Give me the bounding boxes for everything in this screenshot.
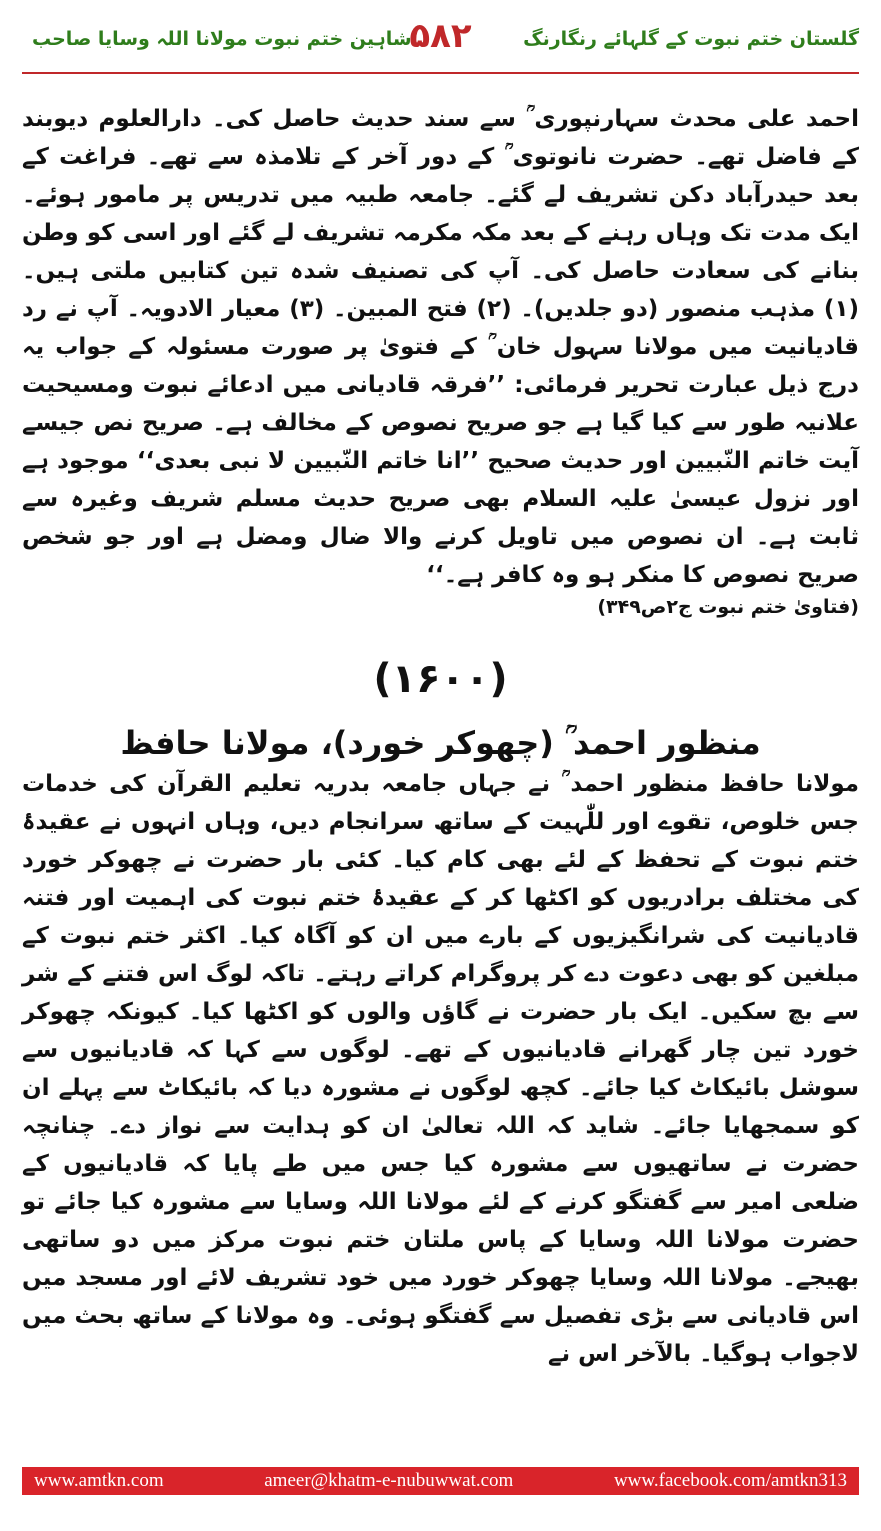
page-body xyxy=(22,100,859,1373)
book-title: گلستان ختم نبوت کے گلہائے رنگارنگ xyxy=(523,28,859,50)
biography-paragraph: مولانا حافظ منظور احمد ؒ نے جہاں جامعہ بدریہ تعلیم القرآن کی خدمات جس خلوص، تقوے اور للّٰہیت کے ساتھ سرانجام دیں، وہاں انہوں نے عقیدۂ ختم نبوت کے تحفظ کے لئے بھی کام کیا۔ کئی بار حضرت نے چھوکر خورد کی مختلف برادریوں کو اکٹھا کر کے عقیدۂ ختم نبوت کی اہمیت اور فتنہ قادیانیت کی شرانگیزیوں کے بارے میں ان کو آگاہ کیا۔ اکثر ختم نبوت کے مبلغین کو بھی دعوت دے کر پروگرام کراتے رہتے۔ تاکہ لوگ اس فتنے کے شر سے بچ سکیں۔ ایک بار حضرت نے گاؤں والوں کو اکٹھا کیا۔ کیونکہ چھوکر خورد تین چار گھرانے قادیانیوں کے تھے۔ لوگوں سے کہا کہ قادیانیوں سے سوشل بائیکاٹ کیا جائے۔ کچھ لوگوں نے مشورہ دیا کہ بائیکاٹ سے پہلے ان کو سمجھایا جائے۔ شاید کہ اللہ تعالیٰ ان کو ہدایت سے نواز دے۔ چنانچہ حضرت نے ساتھیوں سے مشورہ کیا جس میں طے پایا کہ قادیانیوں کے ضلعی امیر سے گفتگو کرنے کے لئے مولانا اللہ وسایا سے مشورہ کیا جائے تو حضرت مولانا اللہ وسایا کے پاس ملتان ختم نبوت مرکز میں دو ساتھی بھیجے۔ مولانا اللہ وسایا چھوکر خورد میں خود تشریف لائے اور مسجد میں اس قادیانی سے بڑی تفصیل سے گفتگو ہوئی۔ وہ مولانا کے ساتھ بحث میں لاجواب ہوگیا۔ بالآخر اس نے xyxy=(22,771,859,1367)
fatwa-quote: ’’فرقہ قادیانی میں ادعائے نبوت ومسیحیت علانیہ طور سے کیا گیا ہے جو صریح نصوص کے مخالف ہے۔ صریح نص جیسے آیت خاتم النّبیین اور حدیث صحیح ’’انا خاتم النّبیین لا نبی بعدی‘‘ موجود ہے اور نزول عیسیٰ علیہ السلام بھی صریح حدیث مسلم شریف وغیرہ سے ثابت ہے۔ ان نصوص میں تاویل کرنے والا ضال ومضل ہے اور جو شخص صریح نصوص کا منکر ہو وہ کافر ہے۔‘‘ xyxy=(22,372,859,588)
quote-reference: (فتاویٰ ختم نبوت ج۲ص۳۴۹) xyxy=(597,596,859,618)
website-link[interactable]: www.amtkn.com xyxy=(34,1470,164,1491)
entry-title: منظور احمد ؒ (چھوکر خورد)، مولانا حافظ xyxy=(120,724,761,762)
header-divider xyxy=(22,72,859,74)
page-footer xyxy=(22,1467,859,1495)
entry-number: (۱۶۰۰) xyxy=(373,656,508,702)
intro-paragraph xyxy=(22,100,859,594)
author-title: شاہین ختم نبوت مولانا اللہ وسایا صاحب xyxy=(32,28,412,50)
email-link[interactable]: ameer@khatm-e-nubuwwat.com xyxy=(264,1470,514,1491)
page-number: ۵۸۲ xyxy=(409,16,472,56)
intro-text: احمد علی محدث سہارنپوری ؒ سے سند حدیث حاصل کی۔ دارالعلوم دیوبند کے فاضل تھے۔ حضرت نانوتوی ؒ کے دور آخر کے تلامذہ سے تھے۔ فراغت کے بعد حیدرآباد دکن تشریف لے گئے۔ جامعہ طبیہ میں تدریس پر مامور ہوئے۔ ایک مدت تک وہاں رہنے کے بعد مکہ مکرمہ تشریف لے گئے اور اسی کو وطن بنانے کی سعادت حاصل کی۔ آپ کی تصنیف شدہ تین کتابیں ملتی ہیں۔ (۱) مذہب منصور (دو جلدیں)۔ (۲) فتح المبین۔ (۳) معیار الادویہ۔ آپ نے رد قادیانیت میں مولانا سہول خان ؒ کے فتویٰ پر صورت مسئولہ کے جواب یہ درج ذیل عبارت تحریر فرمائی: xyxy=(22,106,860,398)
facebook-link[interactable]: www.facebook.com/amtkn313 xyxy=(613,1470,847,1491)
page-header xyxy=(22,16,859,68)
